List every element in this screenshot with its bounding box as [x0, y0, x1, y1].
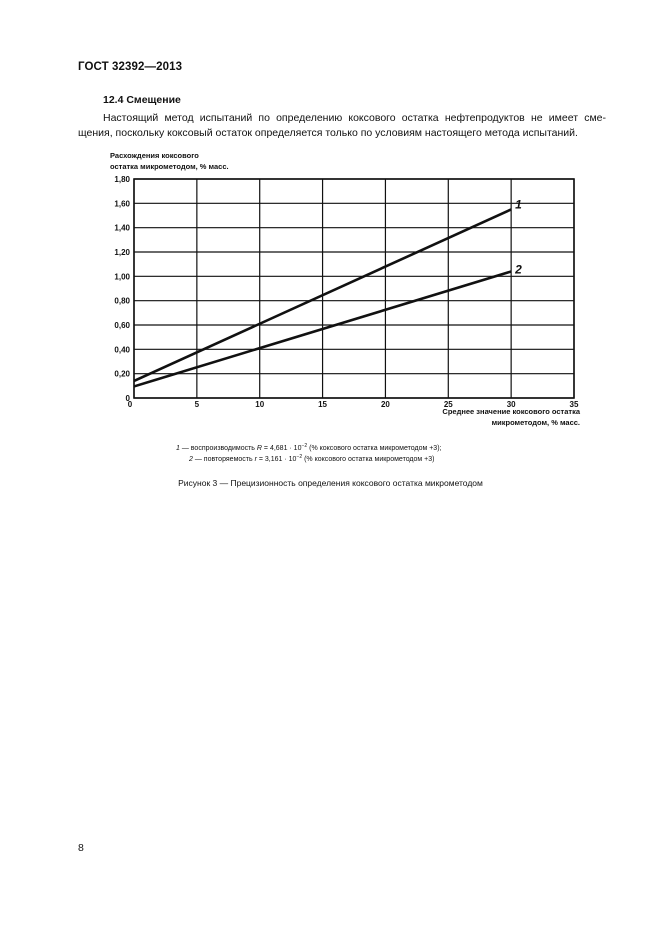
- y-tick-label: 1,80: [114, 175, 130, 184]
- x-axis-title: [380, 406, 580, 428]
- x-tick-label: 15: [318, 400, 328, 409]
- note-2-exponent: −2: [296, 454, 303, 460]
- paragraph-line-1: Настоящий метод испытаний по определению коксового остатка нефтепродуктов не имеет сме-: [103, 112, 606, 124]
- x-tick-label: 10: [255, 400, 265, 409]
- x-tick-label: 5: [194, 400, 200, 409]
- y-tick-label: 1,00: [114, 272, 130, 282]
- note-1-text-c: (% коксового остатка микрометодом +3);: [307, 445, 442, 452]
- y-tick-label: 0,60: [114, 321, 130, 330]
- x-tick-label: 20: [380, 400, 390, 409]
- x-axis-title-line-1: Среднее значение коксового остатка: [442, 407, 580, 416]
- y-axis-title-line-2: остатка микрометодом, % масс.: [110, 162, 229, 171]
- y-tick-label: 0,20: [114, 369, 130, 379]
- y-tick-label: 1,60: [114, 199, 130, 209]
- x-axis-title-line-2: микрометодом, % масс.: [491, 418, 580, 427]
- y-tick-label: 1,20: [114, 248, 130, 257]
- x-tick-label: 35: [569, 400, 579, 409]
- y-axis-title-line-1: Расхождения коксового: [110, 151, 199, 160]
- note-1-variable: R: [256, 445, 262, 452]
- section-heading: 12.4 Смещение: [103, 94, 181, 106]
- figure-caption: Рисунок 3 — Прецизионность определения коксового остатка микрометодом: [178, 478, 483, 488]
- paragraph-line-2: щения, поскольку коксовый остаток определяется только по условиям настоящего метода испытаний.: [78, 127, 578, 139]
- x-tick-label: 25: [443, 400, 453, 409]
- y-tick-label: 0,80: [114, 296, 130, 306]
- page-number: 8: [78, 842, 84, 854]
- y-tick-label: 0,40: [114, 345, 130, 355]
- note-2-text-b: = 3,161 · 10: [256, 456, 297, 463]
- x-tick-label: 0: [127, 400, 133, 409]
- note-2-number: 2: [189, 456, 193, 463]
- y-tick-label: 1,40: [114, 223, 130, 233]
- document-header: ГОСТ 32392—2013: [78, 61, 183, 73]
- note-2-text-a: — повторяемость: [192, 456, 255, 463]
- y-tick-label: 0: [125, 394, 130, 403]
- note-1-text-a: — воспроизводимость: [179, 445, 257, 452]
- series-label-2: 2: [515, 262, 522, 277]
- note-2-text-c: (% коксового остатка микрометодом +3): [302, 456, 435, 463]
- x-tick-label: 30: [506, 400, 516, 409]
- note-1-exponent: −2: [301, 443, 308, 449]
- figure-note-2: [189, 452, 434, 465]
- note-1-text-b: = 4,681 · 10: [261, 445, 302, 452]
- series-label-1: 1: [515, 197, 522, 212]
- chart-series: [134, 197, 522, 386]
- note-1-number: 1: [176, 445, 180, 452]
- note-2-variable: r: [254, 456, 257, 463]
